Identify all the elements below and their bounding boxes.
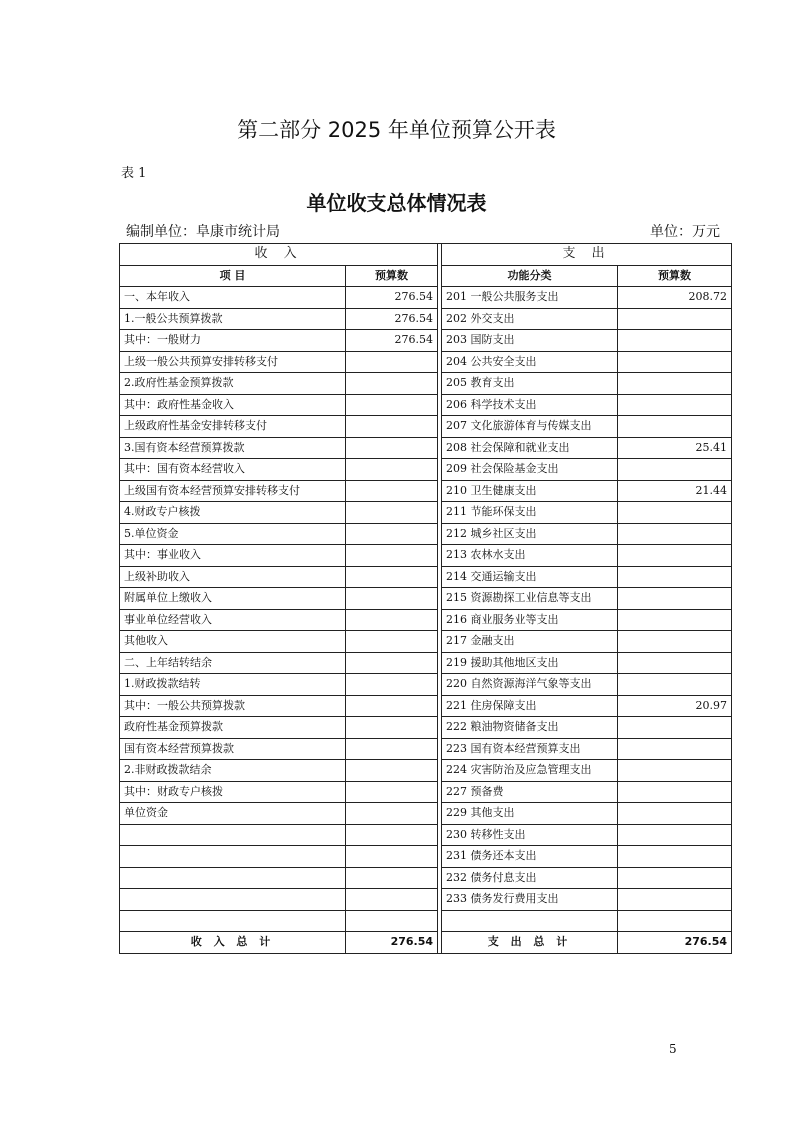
expense-value-cell [618, 889, 732, 911]
income-item-cell: 上级政府性基金安排转移支付 [120, 416, 346, 438]
income-value-cell [346, 394, 438, 416]
table-row [120, 566, 732, 588]
income-item-cell: 3.国有资本经营预算拨款 [120, 437, 346, 459]
expense-item-cell: 210 卫生健康支出 [442, 480, 618, 502]
expense-value-cell [618, 910, 732, 932]
expense-value-cell: 208.72 [618, 287, 732, 309]
expense-value-cell [618, 351, 732, 373]
expense-item-cell: 208 社会保障和就业支出 [442, 437, 618, 459]
table-row [120, 287, 732, 309]
expense-item-cell: 224 灾害防治及应急管理支出 [442, 760, 618, 782]
table-row [120, 437, 732, 459]
table-row [120, 545, 732, 567]
table-row [120, 588, 732, 610]
income-item-cell [120, 867, 346, 889]
expense-item-cell: 215 资源勘探工业信息等支出 [442, 588, 618, 610]
table-row [120, 760, 732, 782]
table-row [120, 652, 732, 674]
income-budget-column-header: 预算数 [346, 265, 438, 287]
income-value-cell: 276.54 [346, 287, 438, 309]
income-item-cell: 上级一般公共预算安排转移支付 [120, 351, 346, 373]
header-row-columns [120, 265, 732, 287]
table-row [120, 674, 732, 696]
expense-item-cell: 214 交通运输支出 [442, 566, 618, 588]
income-item-cell: 上级补助收入 [120, 566, 346, 588]
income-value-cell: 276.54 [346, 330, 438, 352]
expense-total-label: 支 出 总 计 [442, 932, 618, 954]
income-value-cell [346, 609, 438, 631]
expense-value-cell [618, 588, 732, 610]
expense-value-cell: 21.44 [618, 480, 732, 502]
income-total-label: 收 入 总 计 [120, 932, 346, 954]
expense-item-cell: 222 粮油物资储备支出 [442, 717, 618, 739]
header-row-sections [120, 244, 732, 266]
income-value-cell [346, 416, 438, 438]
expense-item-cell: 205 教育支出 [442, 373, 618, 395]
expense-value-cell [618, 523, 732, 545]
page-title: 第二部分 2025 年单位预算公开表 [237, 118, 556, 142]
expense-item-cell: 212 城乡社区支出 [442, 523, 618, 545]
expense-value-cell [618, 760, 732, 782]
table-row [120, 738, 732, 760]
expense-value-cell [618, 631, 732, 653]
table-row [120, 394, 732, 416]
table-row [120, 459, 732, 481]
income-item-cell: 1.一般公共预算拨款 [120, 308, 346, 330]
expense-value-cell [618, 717, 732, 739]
income-item-cell: 国有资本经营预算拨款 [120, 738, 346, 760]
expense-value-cell [618, 824, 732, 846]
expense-value-cell [618, 738, 732, 760]
table-title: 单位收支总体情况表 [306, 191, 487, 215]
income-item-cell: 其中：政府性基金收入 [120, 394, 346, 416]
income-value-cell [346, 523, 438, 545]
table-row [120, 373, 732, 395]
table-row [120, 631, 732, 653]
income-item-cell [120, 910, 346, 932]
income-value-cell [346, 910, 438, 932]
income-item-cell: 其中：事业收入 [120, 545, 346, 567]
expense-item-cell: 227 预备费 [442, 781, 618, 803]
table-row [120, 803, 732, 825]
income-value-cell [346, 674, 438, 696]
income-item-cell: 其中：一般财力 [120, 330, 346, 352]
expense-value-cell: 25.41 [618, 437, 732, 459]
table-row [120, 330, 732, 352]
table-row [120, 416, 732, 438]
income-item-cell: 其中：财政专户核拨 [120, 781, 346, 803]
income-item-cell: 政府性基金预算拨款 [120, 717, 346, 739]
income-value-cell [346, 760, 438, 782]
table-row [120, 781, 732, 803]
expense-value-cell [618, 846, 732, 868]
expense-item-cell: 202 外交支出 [442, 308, 618, 330]
income-value-cell [346, 566, 438, 588]
table-row [120, 308, 732, 330]
expense-section-header: 支 出 [442, 244, 732, 266]
expense-value-cell [618, 566, 732, 588]
income-value-cell [346, 846, 438, 868]
expense-item-cell: 211 节能环保支出 [442, 502, 618, 524]
expense-value-cell [618, 373, 732, 395]
income-item-cell: 附属单位上缴收入 [120, 588, 346, 610]
income-value-cell [346, 652, 438, 674]
table-row [120, 695, 732, 717]
expense-item-cell: 223 国有资本经营预算支出 [442, 738, 618, 760]
table-row [120, 867, 732, 889]
table-row [120, 846, 732, 868]
table-row [120, 910, 732, 932]
expense-value-cell: 20.97 [618, 695, 732, 717]
expense-budget-column-header: 预算数 [618, 265, 732, 287]
income-value-cell [346, 502, 438, 524]
expense-value-cell [618, 459, 732, 481]
expense-item-cell: 221 住房保障支出 [442, 695, 618, 717]
income-item-cell: 其他收入 [120, 631, 346, 653]
expense-value-cell [618, 308, 732, 330]
income-value-cell [346, 824, 438, 846]
income-item-cell [120, 846, 346, 868]
table-row [120, 717, 732, 739]
expense-item-cell: 213 农林水支出 [442, 545, 618, 567]
expense-value-cell [618, 330, 732, 352]
income-value-cell [346, 351, 438, 373]
expense-value-cell [618, 545, 732, 567]
income-item-cell: 单位资金 [120, 803, 346, 825]
table-row [120, 351, 732, 373]
income-value-cell [346, 717, 438, 739]
income-value-cell [346, 459, 438, 481]
income-item-cell: 2.政府性基金预算拨款 [120, 373, 346, 395]
income-value-cell [346, 373, 438, 395]
income-value-cell [346, 889, 438, 911]
income-value-cell [346, 738, 438, 760]
income-item-cell: 一、本年收入 [120, 287, 346, 309]
expense-item-cell: 206 科学技术支出 [442, 394, 618, 416]
income-value-cell [346, 545, 438, 567]
expense-value-cell [618, 867, 732, 889]
income-item-cell: 其中：一般公共预算拨款 [120, 695, 346, 717]
expense-item-cell: 201 一般公共服务支出 [442, 287, 618, 309]
table-row [120, 889, 732, 911]
currency-unit: 单位：万元 [650, 224, 720, 240]
income-total-value: 276.54 [346, 932, 438, 954]
income-item-cell: 事业单位经营收入 [120, 609, 346, 631]
income-value-cell [346, 781, 438, 803]
expense-item-cell: 230 转移性支出 [442, 824, 618, 846]
income-item-cell: 5.单位资金 [120, 523, 346, 545]
expense-item-cell: 216 商业服务业等支出 [442, 609, 618, 631]
income-value-cell [346, 695, 438, 717]
expense-total-value: 276.54 [618, 932, 732, 954]
income-item-cell: 其中：国有资本经营收入 [120, 459, 346, 481]
income-item-cell [120, 824, 346, 846]
expense-item-cell: 229 其他支出 [442, 803, 618, 825]
income-value-cell [346, 480, 438, 502]
table-meta [126, 221, 720, 241]
income-item-cell: 2.非财政拨款结余 [120, 760, 346, 782]
expense-item-cell: 207 文化旅游体育与传媒支出 [442, 416, 618, 438]
income-section-header: 收 入 [120, 244, 438, 266]
expense-value-cell [618, 416, 732, 438]
income-value-cell [346, 631, 438, 653]
expense-item-cell: 231 债务还本支出 [442, 846, 618, 868]
expense-value-cell [618, 803, 732, 825]
expense-item-cell: 233 债务发行费用支出 [442, 889, 618, 911]
table-number: 表 1 [121, 166, 147, 181]
income-item-cell: 1.财政拨款结转 [120, 674, 346, 696]
expense-value-cell [618, 394, 732, 416]
income-value-cell [346, 803, 438, 825]
table-row [120, 480, 732, 502]
function-class-column-header: 功能分类 [442, 265, 618, 287]
income-value-cell: 276.54 [346, 308, 438, 330]
income-value-cell [346, 867, 438, 889]
income-value-cell [346, 437, 438, 459]
income-item-cell [120, 889, 346, 911]
budget-table [119, 243, 732, 954]
expense-item-cell: 220 自然资源海洋气象等支出 [442, 674, 618, 696]
expense-item-cell: 232 债务付息支出 [442, 867, 618, 889]
expense-value-cell [618, 652, 732, 674]
expense-value-cell [618, 674, 732, 696]
expense-value-cell [618, 781, 732, 803]
unit-name: 编制单位：阜康市统计局 [126, 224, 280, 240]
expense-value-cell [618, 609, 732, 631]
totals-row [120, 932, 732, 954]
expense-item-cell: 204 公共安全支出 [442, 351, 618, 373]
income-item-cell: 上级国有资本经营预算安排转移支付 [120, 480, 346, 502]
table-row [120, 824, 732, 846]
expense-item-cell: 209 社会保险基金支出 [442, 459, 618, 481]
expense-value-cell [618, 502, 732, 524]
page-number: 5 [669, 1042, 677, 1056]
table-row [120, 609, 732, 631]
expense-item-cell [442, 910, 618, 932]
table-row [120, 523, 732, 545]
expense-item-cell: 203 国防支出 [442, 330, 618, 352]
income-item-cell: 4.财政专户核拨 [120, 502, 346, 524]
income-item-cell: 二、上年结转结余 [120, 652, 346, 674]
expense-item-cell: 217 金融支出 [442, 631, 618, 653]
income-value-cell [346, 588, 438, 610]
item-column-header: 项 目 [120, 265, 346, 287]
expense-item-cell: 219 援助其他地区支出 [442, 652, 618, 674]
table-row [120, 502, 732, 524]
